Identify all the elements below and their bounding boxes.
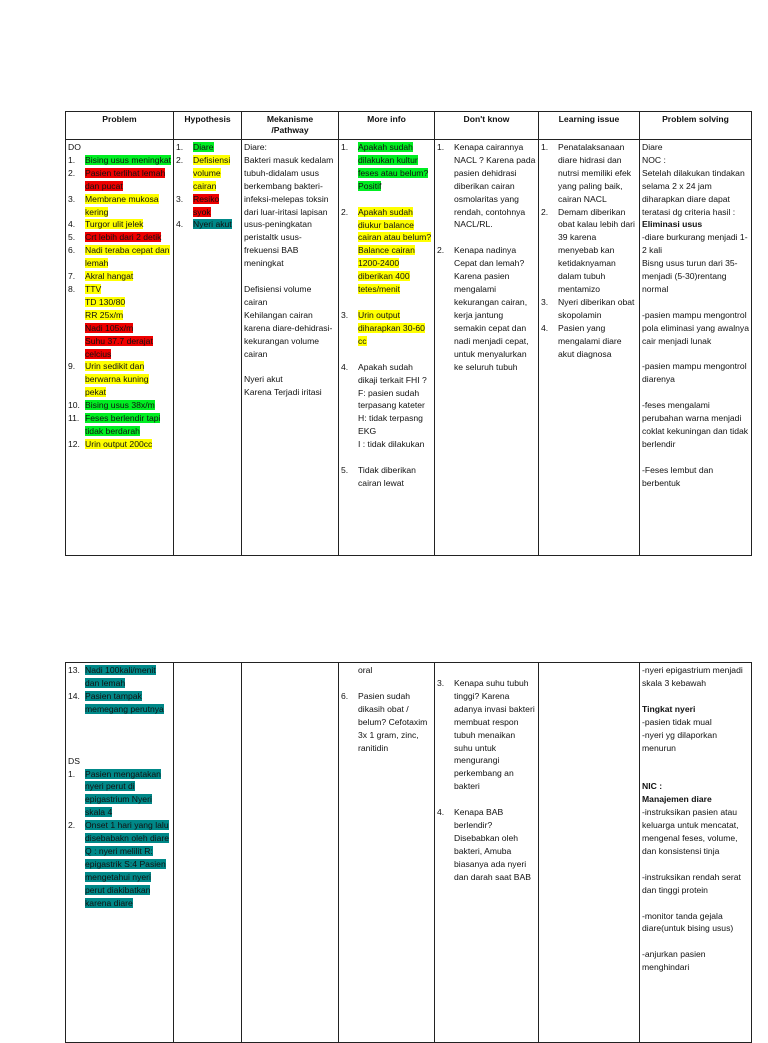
list-number [341, 438, 358, 451]
list-text-value: Bising usus meningkat [85, 154, 171, 165]
list-text-value: oral [358, 665, 373, 675]
list-item [68, 690, 171, 716]
list-item [341, 244, 432, 296]
list-text [85, 438, 171, 451]
list-text-value: Turgor ulit jelek [85, 219, 144, 230]
list-number: 3. [541, 296, 549, 307]
do-label: DO [68, 142, 81, 152]
list-text-value: Apakah sudah dilakukan kultur feses atau belum? [358, 142, 429, 178]
list-text-value: Apakah sudah diukur balance cairan atau belum? [358, 206, 432, 243]
list-text-value: Penatalaksanaan diare hidrasi dan nutrsi memiliki efek yang paling baik, cairan NACL [558, 142, 632, 204]
learning-issue-cell [539, 140, 640, 556]
list-number: 4. [341, 361, 349, 372]
list-text-value: I : tidak dilakukan [358, 439, 425, 450]
list-item [68, 399, 171, 412]
list-item [68, 438, 171, 451]
content-row [66, 140, 752, 556]
list-number: 11. [68, 413, 80, 424]
list-number: 6. [68, 245, 76, 256]
list-number: 1. [437, 142, 445, 152]
list-text-value: F: pasien sudah terpasang kateter [358, 387, 425, 411]
list-item [341, 309, 432, 348]
problem-table-2 [65, 662, 752, 1043]
list-text [558, 296, 637, 322]
list-text [85, 335, 171, 361]
list-item [68, 154, 171, 167]
solving-heading-manajemen: Manajemen diare [642, 794, 712, 805]
list-item [68, 664, 171, 690]
list-item [541, 322, 637, 361]
learning-issue-cell-2 [539, 663, 640, 1043]
list-text-value: Akral hangat [85, 271, 134, 282]
list-item [341, 677, 432, 690]
solving-criteria: -diare burkurang menjadi 1-2 kali Bisng usus turun dari 35-menjadi (5-30)rentang normal -pasien mampu mengontrol pola eliminasi yang awalnya cair menjadi lunak -pasien mampu mengontrol diarenya -feses mengalami perubahan warna menjadi coklat kekuningan dan tidak berlendir -Feses lembut dan berbentuk [642, 232, 750, 488]
list-item [341, 296, 432, 309]
list-text-value: Urin output 200cc [85, 438, 153, 449]
more-info-cell-2 [339, 663, 435, 1043]
list-number: 1. [541, 142, 549, 152]
list-text [85, 218, 171, 231]
list-text [358, 464, 432, 490]
list-text-value: Positif [358, 180, 382, 191]
list-number: 9. [68, 361, 76, 372]
list-text [358, 206, 432, 245]
content-row-2 [66, 663, 752, 1043]
problem-solving-cell-2 [640, 663, 752, 1043]
list-text [85, 193, 171, 219]
hypothesis-cell-2 [174, 663, 242, 1043]
list-item [341, 193, 432, 206]
list-text [193, 141, 239, 154]
list-number [341, 412, 358, 438]
header-dont-know: Don't know [435, 112, 539, 140]
list-text [193, 154, 239, 193]
list-text-value: H: tidak terpasng EKG [358, 413, 423, 437]
list-number: 1. [68, 154, 76, 165]
list-item [437, 244, 536, 373]
problem-list [68, 154, 171, 451]
list-text [558, 206, 637, 296]
list-item [341, 464, 432, 490]
hypothesis-cell [174, 140, 242, 556]
list-text [358, 309, 432, 348]
list-number: 2. [437, 245, 445, 256]
mekanisme-text: Diare: Bakteri masuk kedalam tubuh-didalam usus berkembang bakteri-infeksi-melepas toksin dari luar-iritasi lapisan usus-peningkatan peristaltk usus-frekuensi BAB meningkat Defisiensi volume cairan Kehilangan cairan karena diare-dehidrasi-kekurangan volume cairan Nyeri akut Karena Terjadi iritasi [244, 142, 334, 398]
list-number: 12. [68, 438, 80, 449]
list-text [358, 387, 432, 413]
list-number [341, 387, 358, 413]
mekanisme-cell [242, 140, 339, 556]
more-info-cell [339, 140, 435, 556]
list-text [85, 399, 171, 412]
list-number: 3. [437, 678, 445, 688]
list-number: 2. [541, 206, 549, 217]
list-text-value: Nyeri akut [193, 219, 232, 230]
list-text [85, 360, 171, 399]
list-item [68, 412, 171, 438]
list-number: 2. [176, 154, 184, 165]
list-item [437, 664, 536, 677]
list-item [68, 322, 171, 335]
hypothesis-list [176, 141, 239, 231]
list-text-value: Demam diberikan obat kalau lebih dari 39 karena menyebab kan ketidaknyaman dalam tubuh mentamizo [558, 206, 635, 294]
list-text [358, 244, 432, 296]
list-text-value: Pasien mengatakan nyeri perut di epigastrium Nyeri skala 4 [85, 768, 161, 818]
list-text [358, 141, 432, 180]
list-text [85, 296, 171, 309]
list-number [341, 664, 358, 677]
header-problem: Problem [66, 112, 174, 140]
list-number: 4. [68, 219, 76, 230]
list-text-value: Nadi 100kali/menit dan lemah [85, 665, 156, 688]
header-mekanisme: Mekanisme /Pathway [242, 112, 339, 140]
list-text-value: Resiko syok [193, 193, 220, 217]
list-item [68, 768, 171, 820]
list-text-value: TTV [85, 283, 102, 294]
list-text-value: Nadi 105x/m [85, 322, 134, 333]
list-item [68, 270, 171, 283]
header-learning-issue: Learning issue [539, 112, 640, 140]
list-item [341, 451, 432, 464]
list-number [68, 309, 85, 322]
dont-know-list-2 [437, 664, 536, 884]
list-item [541, 296, 637, 322]
list-item [437, 793, 536, 806]
list-number [341, 180, 358, 193]
list-text [358, 361, 432, 387]
list-text [193, 218, 239, 231]
list-text-value: Defisiensi volume cairan [193, 154, 231, 191]
header-hypothesis: Hypothesis [174, 112, 242, 140]
header-problem-solving: Problem solving [640, 112, 752, 140]
more-info-list-2 [341, 664, 432, 754]
list-text-value: Kenapa BAB berlendir? Disebabkan oleh bakteri, Amuba biasanya ada nyeri dan darah saat BAB [454, 807, 531, 882]
list-text [85, 270, 171, 283]
list-text [85, 167, 171, 193]
list-item [341, 141, 432, 180]
list-item [68, 296, 171, 309]
dont-know-cell-2 [435, 663, 539, 1043]
list-item [437, 806, 536, 883]
list-item [437, 677, 536, 793]
list-number: 13. [68, 665, 80, 675]
list-text [358, 664, 432, 677]
list-text-value: Pasien tampak memegang perutnya [85, 690, 164, 714]
list-item [176, 193, 239, 219]
list-number [68, 335, 85, 361]
list-item [341, 412, 432, 438]
list-item [341, 180, 432, 193]
list-text [85, 244, 171, 270]
list-item [176, 154, 239, 193]
list-item [341, 438, 432, 451]
dont-know-list [437, 141, 536, 373]
list-text [85, 322, 171, 335]
list-item [68, 231, 171, 244]
list-item [176, 141, 239, 154]
list-text-value: RR 25x/m [85, 309, 124, 320]
list-text-value: TD 130/80 [85, 296, 126, 307]
list-text [85, 412, 171, 438]
list-text-value: Kenapa nadinya Cepat dan lemah? Karena pasien mengalami kekurangan cairan, kerja jantung semakin cepat dan nadi menjadi cepat, untuk menyalurkan ke seluruh tubuh [454, 245, 529, 372]
list-text [454, 141, 536, 231]
list-text-value: Tidak diberikan cairan lewat [358, 465, 416, 488]
list-number: 7. [68, 271, 76, 282]
list-text-value: Kenapa cairannya NACL ? Karena pada pasien dehidrasi diberikan cairan osmolaritas yang rendah, contohnya NACL/RL. [454, 142, 536, 230]
solving-heading-eliminasi: Eliminasi usus [642, 219, 703, 230]
list-number: 6. [341, 690, 349, 701]
list-item [341, 348, 432, 361]
list-text-value: Suhu 37.7 derajat celcius [85, 335, 153, 359]
list-number: 3. [176, 193, 184, 204]
solving-top: -nyeri epigastrium menjadi skala 3 kebawah [642, 665, 743, 688]
list-text-value: Bising usus 38x/m [85, 400, 155, 411]
list-text [85, 768, 171, 820]
list-text-value: Pasien terlihat lemah dan pucat [85, 167, 166, 191]
list-number: 3. [341, 309, 349, 320]
solving-nyeri-criteria: -pasien tidak mual -nyeri yg dilaporkan menurun [642, 716, 717, 753]
list-text-value: Pasien yang mengalami diare akut diagnosa [558, 322, 622, 359]
list-text-value: Feses berlendir tapi tidak berdarah [85, 413, 161, 436]
list-item [341, 664, 432, 677]
list-item [68, 167, 171, 193]
list-item [68, 218, 171, 231]
more-info-list [341, 141, 432, 490]
list-number [68, 322, 85, 335]
list-text [358, 690, 432, 755]
list-number: 14. [68, 690, 80, 701]
list-item [68, 819, 171, 909]
list-item [541, 141, 637, 206]
list-number: 4. [541, 322, 549, 333]
list-number: 4. [437, 807, 445, 818]
list-number: 1. [68, 768, 76, 779]
list-text [358, 438, 432, 451]
list-text-value: Pasien sudah dikasih obat / belum? Cefotaxim 3x 1 gram, zinc, ranitidin [358, 690, 428, 753]
header-row [66, 112, 752, 140]
list-text-value: Onset 1 hari yang lalu disebabakn oleh diare Q : nyeri melilit R: epigastrik S:4 Pasien mengetahui nyeri perut diakibatkan karena diare [85, 820, 170, 908]
list-item [341, 690, 432, 755]
list-text-value: Nyeri diberikan obat skopolamin [558, 296, 635, 320]
list-text [85, 231, 171, 244]
list-number: 8. [68, 283, 76, 294]
list-text [454, 806, 536, 883]
list-number: 2. [341, 206, 349, 217]
list-item [437, 141, 536, 231]
list-text-value: Balance cairan 1200-2400 diberikan 400 tetes/menit [358, 245, 415, 295]
list-text [454, 677, 536, 793]
problem-solving-cell [640, 140, 752, 556]
list-number: 5. [68, 232, 76, 243]
mekanisme-cell-2 [242, 663, 339, 1043]
list-text [558, 141, 637, 206]
list-item [68, 283, 171, 296]
problem-cell-2 [66, 663, 174, 1043]
list-item [341, 361, 432, 387]
list-item [68, 193, 171, 219]
list-text [85, 154, 171, 167]
list-text-value: Kenapa suhu tubuh tinggi? Karena adanya invasi bakteri membuat respon tubuh menaikan suhu untuk mengurangi perkembang an bakteri [454, 678, 535, 792]
list-number [68, 296, 85, 309]
list-number: 3. [68, 193, 76, 204]
list-number [341, 244, 358, 296]
list-item [176, 218, 239, 231]
list-item [68, 335, 171, 361]
solving-heading-nic: NIC : [642, 781, 663, 792]
list-text [85, 664, 171, 690]
list-item [437, 231, 536, 244]
list-item [541, 206, 637, 296]
list-text [358, 412, 432, 438]
list-text-value: Membrane mukosa kering [85, 193, 159, 217]
list-item [68, 360, 171, 399]
list-text [558, 322, 637, 361]
learning-issue-list [541, 141, 637, 360]
list-text-value: Urin output diharapkan 30-60 cc [358, 309, 425, 346]
list-text [85, 309, 171, 322]
ds-label: DS [68, 755, 80, 766]
problem-list-2b [68, 768, 171, 910]
problem-cell [66, 140, 174, 556]
solving-intro: Diare NOC : Setelah dilakukan tindakan selama 2 x 24 jam diharapkan diare dapat teratasi dg criteria hasil : [642, 142, 745, 217]
list-text-value: Nadi teraba cepat dan lemah [85, 245, 170, 269]
list-text-value: Urin sedikit dan berwarna kuning pekat [85, 361, 149, 398]
list-number: 1. [176, 142, 184, 152]
list-text [85, 283, 171, 296]
list-text [85, 819, 171, 909]
list-text [454, 244, 536, 373]
problem-table-1 [65, 111, 752, 556]
dont-know-cell [435, 140, 539, 556]
solving-interventions: -instruksikan pasien atau keluarga untuk mencatat, mengenal feses, volume, dan konsistensi tinja -instruksikan rendah serat dan tinggi protein -monitor tanda gejala diare(untuk bising usus) -anjurkan pasien menghindari [642, 807, 741, 973]
header-more-info: More info [339, 112, 435, 140]
list-number: 1. [341, 142, 349, 152]
list-text [85, 690, 171, 716]
solving-heading-nyeri: Tingkat nyeri [642, 703, 696, 714]
list-item [341, 387, 432, 413]
list-number: 2. [68, 167, 76, 178]
list-item [341, 206, 432, 245]
problem-list-2a [68, 664, 171, 716]
list-text [358, 180, 432, 193]
list-text-value: Crt lebih dari 2 detik [85, 232, 162, 243]
list-text [193, 193, 239, 219]
list-item [68, 309, 171, 322]
list-item [68, 244, 171, 270]
list-number: 2. [68, 820, 76, 831]
list-number: 4. [176, 219, 184, 230]
list-number: 5. [341, 465, 349, 476]
list-number: 10. [68, 400, 80, 411]
list-text-value: Apakah sudah dikaji terkait FHI ? [358, 361, 427, 385]
list-text-value: Diare [193, 142, 214, 152]
